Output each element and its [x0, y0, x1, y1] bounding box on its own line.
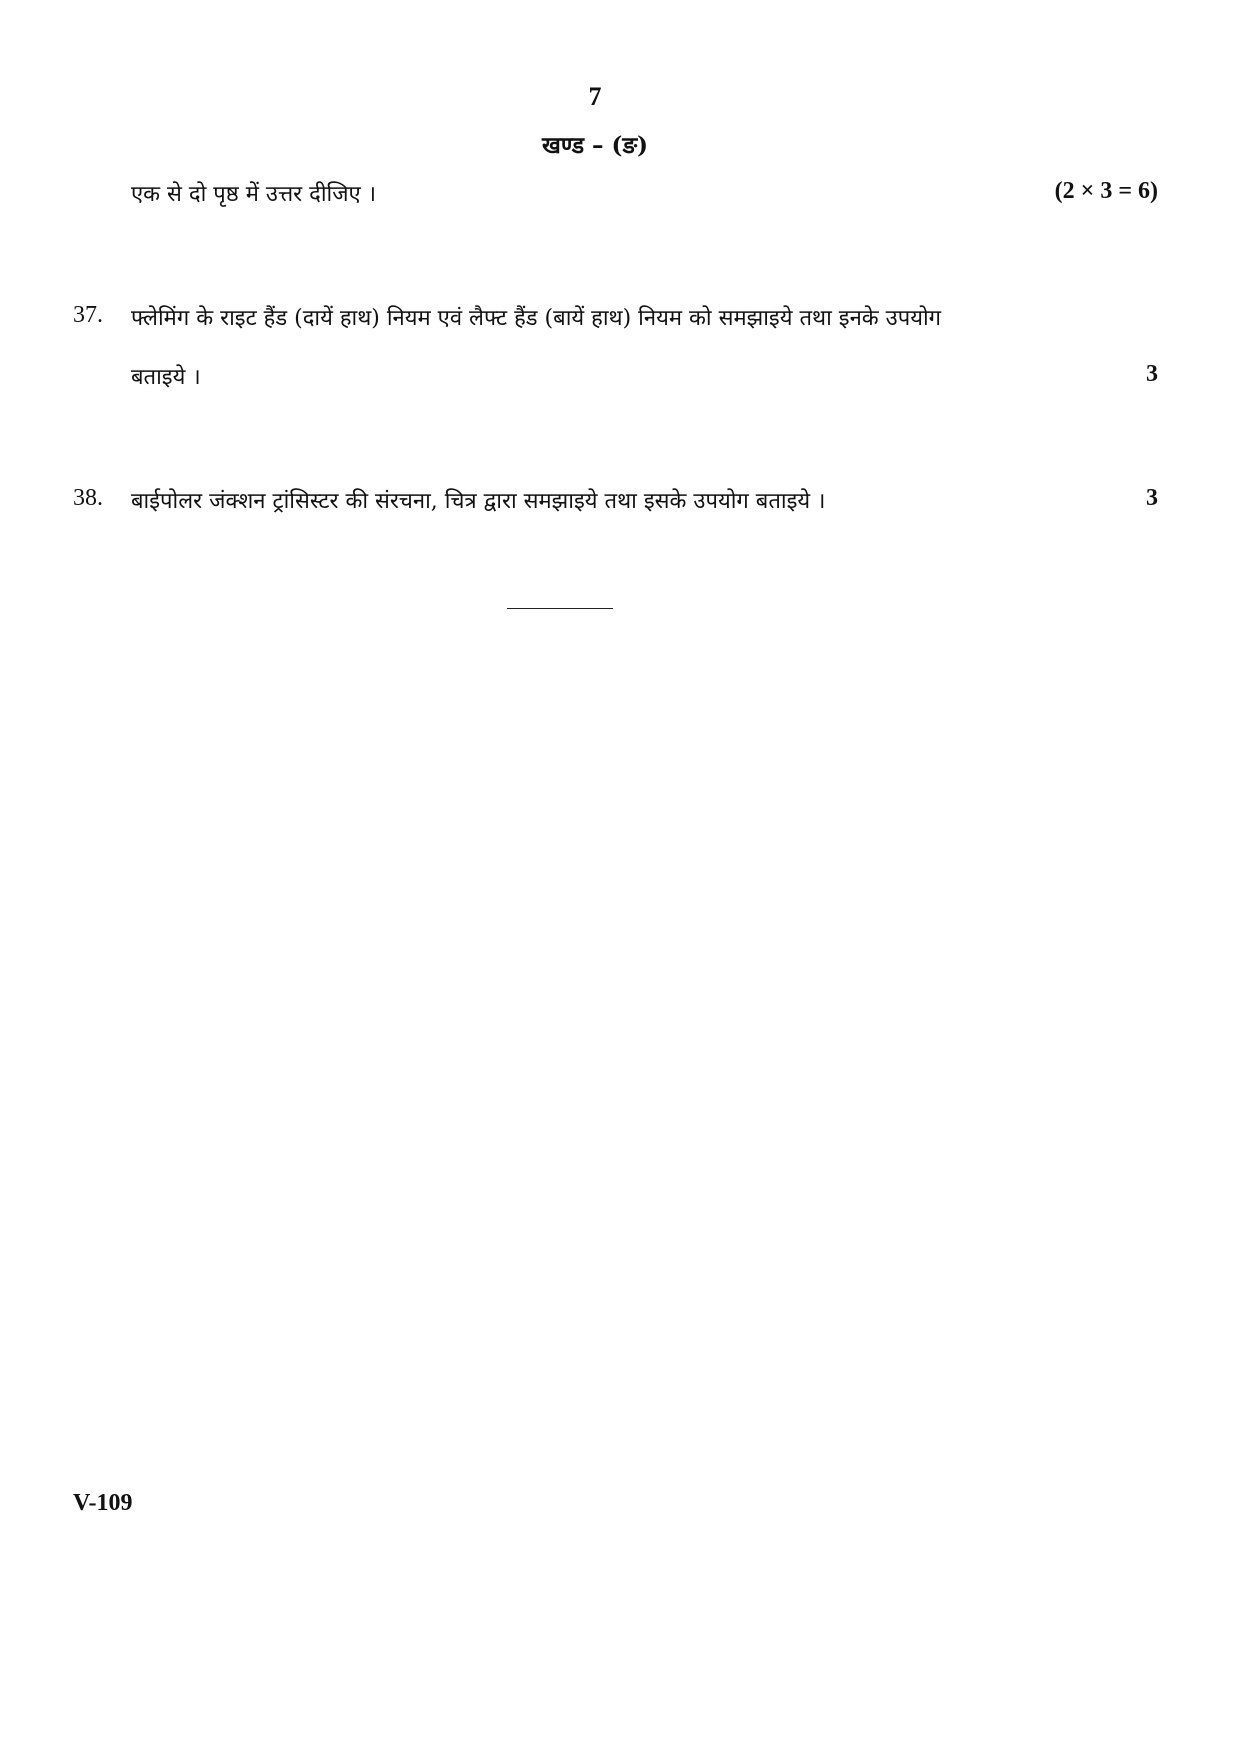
page-number: 7	[588, 82, 602, 111]
question-38-line-1	[0, 485, 1241, 525]
paper-code: V-109	[73, 1490, 133, 1516]
question-marks: 3	[1146, 485, 1158, 511]
instruction-text: एक से दो पृष्ठ में उत्तर दीजिए ।	[131, 182, 377, 207]
instruction-row	[0, 178, 1241, 218]
question-text: फ्लेमिंग के राइट हैंड (दायें हाथ) नियम एवं लैफ्ट हैंड (बायें हाथ) नियम को समझाइये तथा इनके उपयोग	[131, 306, 942, 331]
question-number: 38.	[73, 485, 103, 511]
question-number: 37.	[73, 302, 103, 328]
question-text: बाईपोलर जंक्शन ट्रांसिस्टर की संरचना, चित्र द्वारा समझाइये तथा इसके उपयोग बताइये ।	[131, 489, 826, 514]
section-marks: (2 × 3 = 6)	[1054, 178, 1158, 204]
question-marks: 3	[1146, 361, 1158, 387]
end-divider	[507, 608, 613, 609]
question-text-continued: बताइये ।	[131, 365, 201, 390]
question-37-line-2	[0, 361, 1241, 401]
section-title: खण्ड – (ङ)	[542, 132, 648, 159]
question-37-line-1	[0, 302, 1241, 342]
